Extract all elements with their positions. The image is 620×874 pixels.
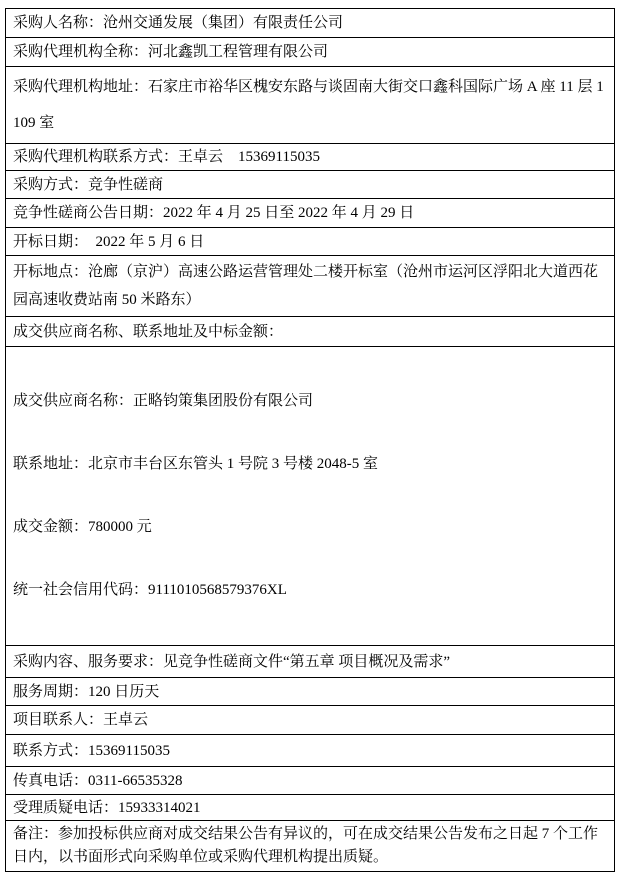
row-purchaser-name — [6, 9, 615, 38]
winner-details-cell — [6, 347, 615, 646]
row-winner-details — [6, 347, 615, 646]
row-winner-section-header — [6, 317, 615, 347]
row-remarks — [6, 821, 615, 872]
row-announcement-period — [6, 199, 615, 228]
row-agency-full-name — [6, 38, 615, 67]
row-agency-address — [6, 67, 615, 144]
query-phone-cell: 受理质疑电话：15933314021 — [6, 795, 615, 821]
row-bid-opening-location — [6, 256, 615, 317]
row-procurement-method — [6, 171, 615, 199]
row-project-contact — [6, 706, 615, 735]
row-contact-phone — [6, 735, 615, 767]
procurement-content-cell: 采购内容、服务要求：见竞争性磋商文件“第五章 项目概况及需求” — [6, 646, 615, 678]
announcement-document — [5, 8, 615, 872]
contact-phone-cell: 联系方式：15369115035 — [6, 735, 615, 767]
remarks-cell: 备注：参加投标供应商对成交结果公告有异议的，可在成交结果公告发布之日起 7 个工作日内，以书面形式向采购单位或采购代理机构提出质疑。 — [6, 821, 615, 872]
winner-supplier-name: 成交供应商名称：正略钧策集团股份有限公司 — [13, 393, 314, 409]
winner-credit-code: 统一社会信用代码：9111010568579376XL — [13, 582, 287, 598]
procurement-result-table — [5, 8, 615, 872]
row-service-period — [6, 678, 615, 706]
bid-opening-date-cell: 开标日期： 2022 年 5 月 6 日 — [6, 228, 615, 256]
procurement-method-cell: 采购方式：竞争性磋商 — [6, 171, 615, 199]
row-query-phone — [6, 795, 615, 821]
agency-address-cell: 采购代理机构地址：石家庄市裕华区槐安东路与谈固南大街交口鑫科国际广场 A 座 11 层 1109 室 — [6, 67, 615, 144]
row-bid-opening-date — [6, 228, 615, 256]
row-agency-contact — [6, 144, 615, 171]
winner-address: 联系地址：北京市丰台区东管头 1 号院 3 号楼 2048-5 室 — [13, 456, 378, 472]
project-contact-cell: 项目联系人：王卓云 — [6, 706, 615, 735]
service-period-cell: 服务周期：120 日历天 — [6, 678, 615, 706]
row-procurement-content — [6, 646, 615, 678]
bid-opening-location-cell: 开标地点：沧廊（京沪）高速公路运营管理处二楼开标室（沧州市运河区浮阳北大道西花园高速收费站南 50 米路东） — [6, 256, 615, 317]
winner-section-header-cell: 成交供应商名称、联系地址及中标金额： — [6, 317, 615, 347]
row-fax-phone — [6, 767, 615, 795]
purchaser-name-cell: 采购人名称：沧州交通发展（集团）有限责任公司 — [6, 9, 615, 38]
winner-amount: 成交金额：780000 元 — [13, 519, 152, 535]
agency-full-name-cell: 采购代理机构全称：河北鑫凯工程管理有限公司 — [6, 38, 615, 67]
announcement-period-cell: 竞争性磋商公告日期：2022 年 4 月 25 日至 2022 年 4 月 29 日 — [6, 199, 615, 228]
fax-phone-cell: 传真电话：0311-66535328 — [6, 767, 615, 795]
agency-contact-cell: 采购代理机构联系方式：王卓云 15369115035 — [6, 144, 615, 171]
